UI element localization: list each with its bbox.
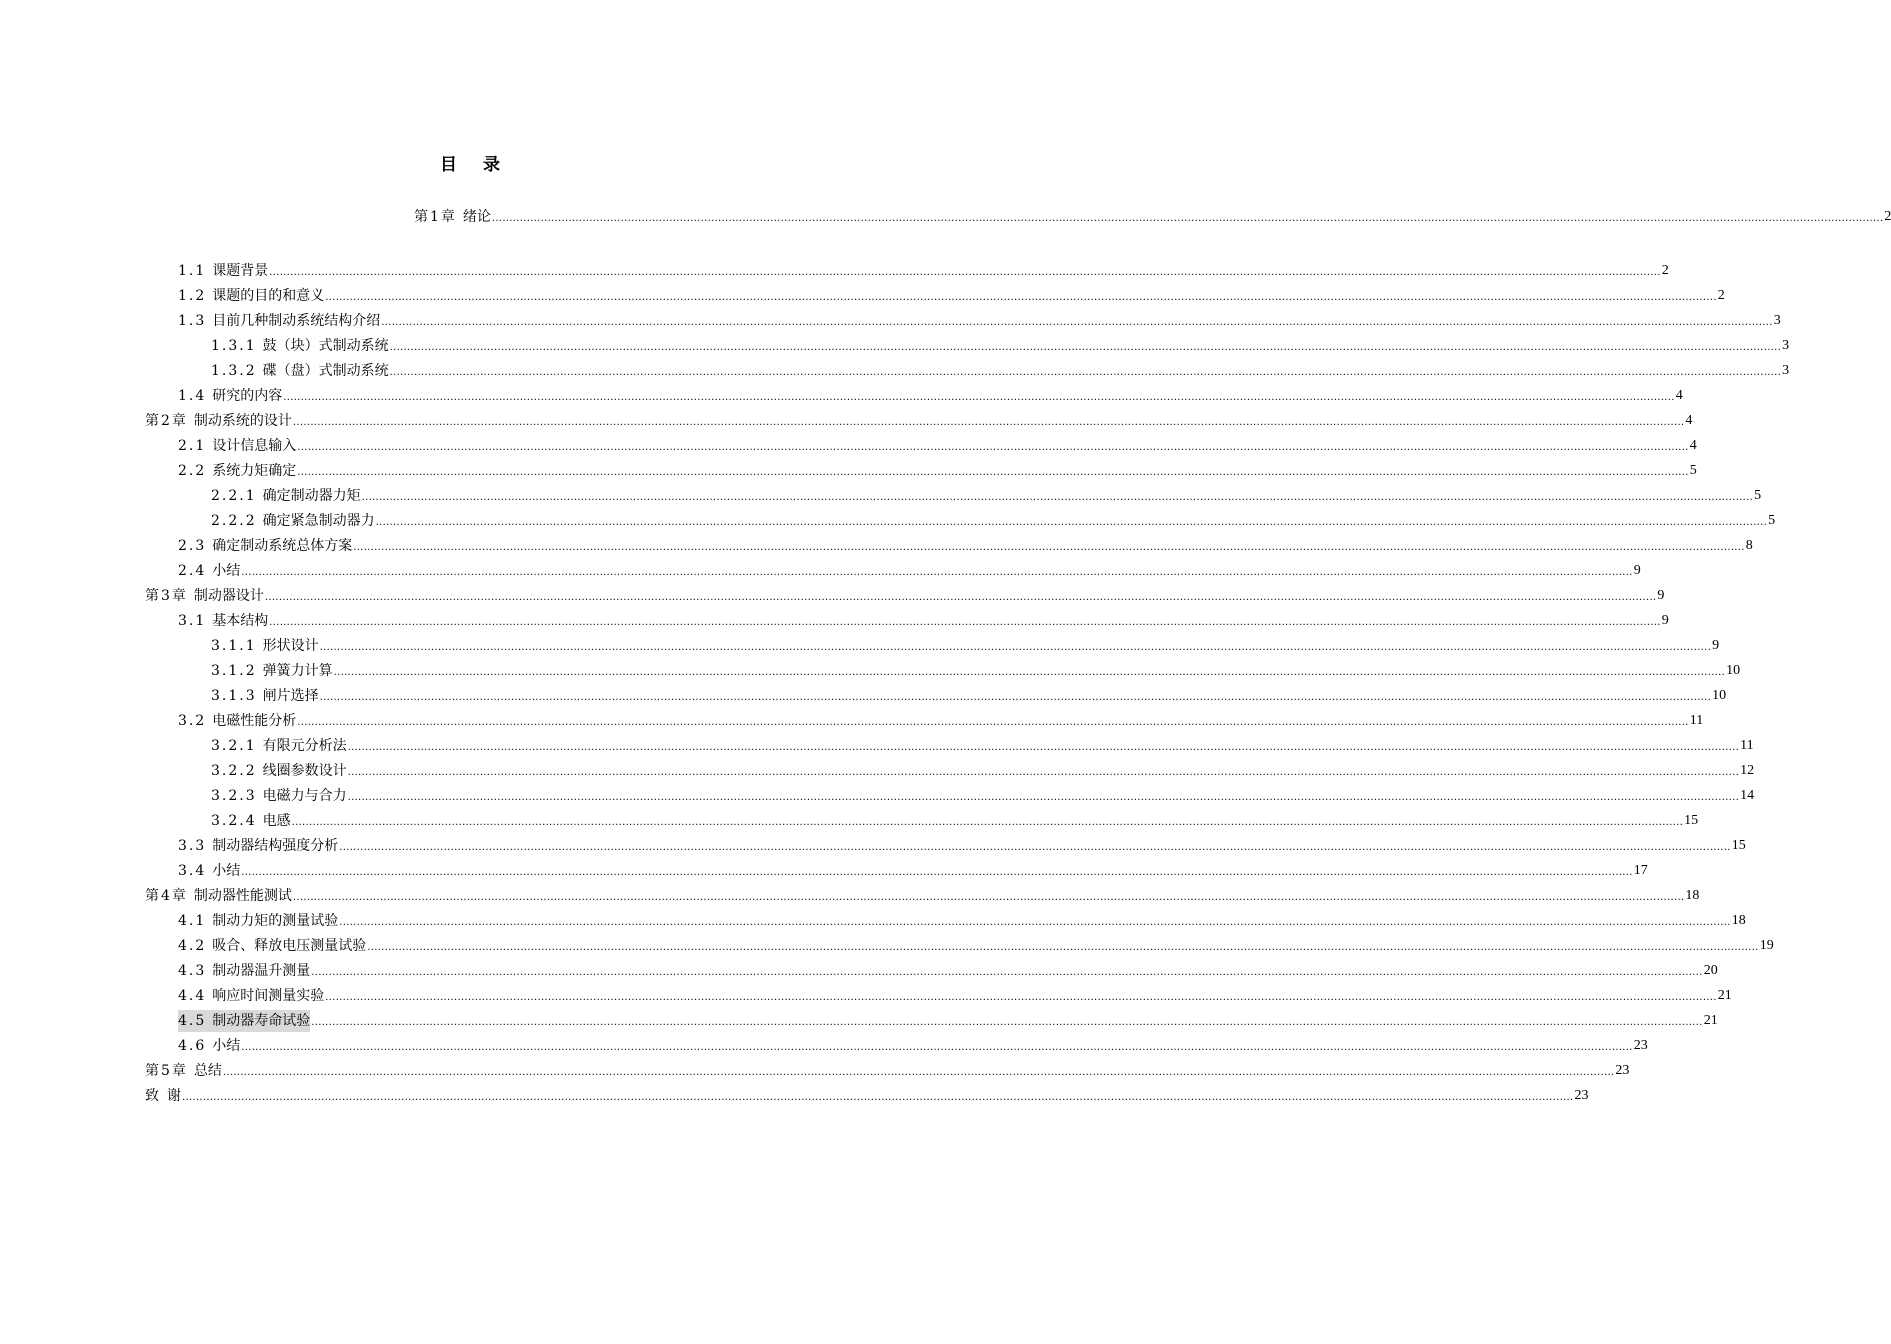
toc-entry-label: [211, 510, 375, 532]
toc-entry-label: [178, 1010, 310, 1032]
toc-entry-label: [211, 635, 319, 657]
toc-entry-number: 3.1.1: [211, 638, 257, 654]
toc-leader-dots: ................................................................................................................................................................................................................................................................................................................................................................................................................: [297, 467, 1689, 478]
toc-entry[interactable]: [211, 760, 1755, 782]
toc-leader-dots: ................................................................................................................................................................................................................................................................................................................................................................................................................: [222, 1067, 1615, 1078]
toc-entry-text: 确定紧急制动器力: [262, 513, 375, 529]
toc-entry[interactable]: [178, 935, 1774, 957]
toc-entry-text: 闸片选择: [262, 688, 319, 704]
toc-entry-number: 2.2.2: [211, 513, 257, 529]
toc-entry-text: 响应时间测量实验: [212, 988, 325, 1004]
toc-entry-text: 制动器温升测量: [212, 963, 311, 979]
toc-leader-dots: ................................................................................................................................................................................................................................................................................................................................................................................................................: [491, 213, 1884, 224]
toc-entry-label: [211, 810, 291, 832]
toc-entry-number: 3.1.2: [211, 663, 257, 679]
toc-entry[interactable]: [178, 610, 1669, 632]
toc-entry-label: [178, 835, 338, 857]
toc-leader-dots: ................................................................................................................................................................................................................................................................................................................................................................................................................: [291, 817, 1684, 828]
toc-entry-page: 21: [1703, 1013, 1718, 1028]
toc-leader-dots: ................................................................................................................................................................................................................................................................................................................................................................................................................: [269, 267, 1661, 278]
toc-entry-text: 绪论: [462, 209, 491, 225]
toc-entry[interactable]: [145, 885, 1700, 907]
toc-entry[interactable]: [178, 460, 1697, 482]
toc-entry-text: 制动器性能测试: [193, 888, 292, 904]
toc-entry[interactable]: [178, 835, 1746, 857]
toc-entry-label: [178, 860, 240, 882]
toc-entry-text: 确定制动系统总体方案: [212, 538, 353, 554]
toc-leader-dots: ................................................................................................................................................................................................................................................................................................................................................................................................................: [292, 892, 1685, 903]
toc-entry-text: 弹簧力计算: [262, 663, 333, 679]
toc-entry-text: 电感: [262, 813, 291, 829]
toc-entry-number: 3.4: [178, 863, 207, 879]
toc-leader-dots: ................................................................................................................................................................................................................................................................................................................................................................................................................: [182, 1092, 1574, 1103]
toc-entry-page: 4: [1689, 438, 1697, 453]
toc-entry-label: [178, 310, 380, 332]
toc-entry[interactable]: [211, 785, 1755, 807]
toc-entry-page: 9: [1657, 588, 1665, 603]
toc-leader-dots: ................................................................................................................................................................................................................................................................................................................................................................................................................: [347, 792, 1740, 803]
toc-entry-text: 鼓（块）式制动系统: [262, 338, 389, 354]
toc-entry-page: 12: [1740, 763, 1755, 778]
toc-entry-number: 4.1: [178, 913, 207, 929]
toc-entry-number: 2.2: [178, 463, 207, 479]
toc-entry-text: 研究的内容: [212, 388, 283, 404]
toc-entry[interactable]: [211, 335, 1790, 357]
toc-entry-page: 10: [1726, 663, 1741, 678]
toc-entry-text: 小结: [212, 863, 241, 879]
toc-entry-number: 4.6: [178, 1038, 207, 1054]
toc-entry-number: 2.2.1: [211, 488, 257, 504]
toc-entry-label: [178, 710, 296, 732]
toc-entry-page: 4: [1685, 413, 1693, 428]
toc-entry-page: 9: [1633, 563, 1641, 578]
toc-entry-number: 3.2.4: [211, 813, 257, 829]
toc-entry-page: 15: [1731, 838, 1746, 853]
toc-entry-number: 4.2: [178, 938, 207, 954]
toc-entry-page: 5: [1754, 488, 1762, 503]
toc-entry-text: 制动系统的设计: [193, 413, 292, 429]
toc-leader-dots: ................................................................................................................................................................................................................................................................................................................................................................................................................: [264, 592, 1657, 603]
toc-entry-page: 14: [1740, 788, 1755, 803]
toc-entry-label: [145, 1085, 181, 1107]
toc-entry[interactable]: [211, 685, 1727, 707]
toc-entry-page: 15: [1684, 813, 1699, 828]
toc-entry-number: 第4章: [145, 888, 188, 904]
toc-leader-dots: ................................................................................................................................................................................................................................................................................................................................................................................................................: [283, 392, 1675, 403]
toc-leader-dots: ................................................................................................................................................................................................................................................................................................................................................................................................................: [339, 917, 1731, 928]
toc-entry[interactable]: [178, 435, 1697, 457]
toc-entry[interactable]: [178, 1010, 1718, 1032]
toc-entry-number: 3.1.3: [211, 688, 257, 704]
toc-entry-label: [178, 910, 338, 932]
toc-entry[interactable]: [211, 735, 1754, 757]
toc-entry-text: 目前几种制动系统结构介绍: [212, 313, 381, 329]
toc-entry-page: 3: [1782, 338, 1790, 353]
toc-entry-label: [178, 535, 352, 557]
toc-entry[interactable]: [178, 1035, 1648, 1057]
toc-entry[interactable]: [145, 1060, 1630, 1082]
toc-entry-number: 第3章: [145, 588, 188, 604]
toc-entry-text: 课题的目的和意义: [212, 288, 325, 304]
toc-leader-dots: ................................................................................................................................................................................................................................................................................................................................................................................................................: [297, 442, 1689, 453]
toc-entry-page: 21: [1717, 988, 1732, 1003]
toc-entry-number: 1.4: [178, 388, 207, 404]
toc-entry-label: [178, 985, 324, 1007]
toc-entry-page: 11: [1740, 738, 1754, 753]
toc-entry-page: 9: [1661, 613, 1669, 628]
toc-entry-number: 4.5: [178, 1013, 207, 1029]
toc-leader-dots: ................................................................................................................................................................................................................................................................................................................................................................................................................: [389, 342, 1782, 353]
toc-entry-number: 3.1: [178, 613, 207, 629]
toc-entry[interactable]: [211, 660, 1741, 682]
toc-entry-label: [178, 560, 240, 582]
toc-entry-text: 碟（盘）式制动系统: [262, 363, 389, 379]
toc-entry-text: 线圈参数设计: [262, 763, 347, 779]
toc-leader-dots: ................................................................................................................................................................................................................................................................................................................................................................................................................: [297, 717, 1689, 728]
toc-entry[interactable]: [145, 410, 1693, 432]
toc-entry-text: 形状设计: [262, 638, 319, 654]
toc-entry-text: 制动力矩的测量试验: [212, 913, 339, 929]
toc-leader-dots: ................................................................................................................................................................................................................................................................................................................................................................................................................: [347, 767, 1740, 778]
toc-entry-label: [178, 1035, 240, 1057]
toc-entry-number: 3.2: [178, 713, 207, 729]
toc-entry-text: 小结: [212, 1038, 241, 1054]
toc-leader-dots: ................................................................................................................................................................................................................................................................................................................................................................................................................: [353, 542, 1745, 553]
toc-entry-text: 吸合、释放电压测量试验: [212, 938, 367, 954]
toc-entry-label: [178, 435, 296, 457]
toc-entry-number: 3.2.3: [211, 788, 257, 804]
toc-entry-page: 19: [1759, 938, 1774, 953]
toc-entry-number: 第1章: [414, 209, 457, 225]
toc-entry-text: 系统力矩确定: [212, 463, 297, 479]
toc-entry-page: 8: [1745, 538, 1753, 553]
toc-entry-text: 电磁性能分析: [212, 713, 297, 729]
toc-leader-dots: ................................................................................................................................................................................................................................................................................................................................................................................................................: [333, 667, 1726, 678]
toc-leader-dots: ................................................................................................................................................................................................................................................................................................................................................................................................................: [361, 492, 1754, 503]
toc-entry-number: 3.2.1: [211, 738, 257, 754]
toc-entry[interactable]: [211, 485, 1762, 507]
toc-entry-label: [211, 360, 389, 382]
toc-entry-label: [145, 585, 264, 607]
toc-leader-dots: ................................................................................................................................................................................................................................................................................................................................................................................................................: [325, 992, 1717, 1003]
toc-entry[interactable]: [145, 1085, 1589, 1107]
toc-leader-dots: ................................................................................................................................................................................................................................................................................................................................................................................................................: [375, 517, 1768, 528]
toc-entry-page: 23: [1615, 1063, 1630, 1078]
toc-entry-number: 1.3.2: [211, 363, 257, 379]
toc-entry-number: 致: [145, 1088, 161, 1104]
toc-entry[interactable]: [211, 635, 1720, 657]
toc-entry[interactable]: [178, 535, 1753, 557]
toc-entry-label: [211, 685, 319, 707]
toc-entry-text: 谢: [167, 1088, 181, 1104]
toc-title: 目 录: [440, 155, 510, 175]
toc-entry-label: [178, 260, 268, 282]
toc-entry-number: 第2章: [145, 413, 188, 429]
toc-entry-number: 4.4: [178, 988, 207, 1004]
toc-entry-page: 17: [1633, 863, 1648, 878]
toc-leader-dots: ................................................................................................................................................................................................................................................................................................................................................................................................................: [367, 942, 1759, 953]
toc-entry[interactable]: [178, 960, 1718, 982]
toc-leader-dots: ................................................................................................................................................................................................................................................................................................................................................................................................................: [292, 417, 1685, 428]
toc-entry-label: [211, 785, 347, 807]
toc-entry-number: 1.3.1: [211, 338, 257, 354]
toc-entry-number: 2.3: [178, 538, 207, 554]
toc-entry-label: [145, 885, 292, 907]
toc-entry-label: [211, 660, 333, 682]
toc-entry-page: 2: [1884, 209, 1891, 224]
toc-entry[interactable]: [178, 560, 1641, 582]
toc-entry-number: 第5章: [145, 1063, 188, 1079]
toc-entry[interactable]: [178, 310, 1781, 332]
toc-entry-page: 3: [1773, 313, 1781, 328]
toc-entry[interactable]: [178, 260, 1669, 282]
toc-entry[interactable]: [178, 860, 1648, 882]
toc-entry-number: 2.4: [178, 563, 207, 579]
toc-leader-dots: ................................................................................................................................................................................................................................................................................................................................................................................................................: [319, 692, 1712, 703]
toc-entry-text: 有限元分析法: [262, 738, 347, 754]
toc-entry[interactable]: [211, 360, 1790, 382]
toc-entry-text: 基本结构: [212, 613, 269, 629]
toc-entry-page: 11: [1689, 713, 1704, 728]
toc-entry-page: 9: [1712, 638, 1720, 653]
toc-entry-page: 5: [1768, 513, 1776, 528]
toc-entry-page: 3: [1782, 363, 1790, 378]
toc-entry[interactable]: [178, 910, 1746, 932]
toc-entry-number: 3.2.2: [211, 763, 257, 779]
toc-entry-label: [145, 1060, 222, 1082]
toc-entry-number: 4.3: [178, 963, 207, 979]
toc-leader-dots: ................................................................................................................................................................................................................................................................................................................................................................................................................: [389, 367, 1782, 378]
toc-entry-page: 5: [1689, 463, 1697, 478]
toc-entry-text: 电磁力与合力: [262, 788, 347, 804]
toc-entry-page: 18: [1685, 888, 1700, 903]
toc-entry-page: 23: [1633, 1038, 1648, 1053]
toc-entry-number: 1.2: [178, 288, 207, 304]
toc-entry-label: [211, 335, 389, 357]
toc-entry-label: [178, 960, 310, 982]
toc-leader-dots: ................................................................................................................................................................................................................................................................................................................................................................................................................: [311, 1017, 1703, 1028]
toc-entry-label: [178, 285, 324, 307]
toc-leader-dots: ................................................................................................................................................................................................................................................................................................................................................................................................................: [241, 1042, 1633, 1053]
toc-entry-label: [178, 935, 366, 957]
toc-entry-number: 2.1: [178, 438, 207, 454]
toc-leader-dots: ................................................................................................................................................................................................................................................................................................................................................................................................................: [241, 867, 1633, 878]
toc-entry-page: 18: [1731, 913, 1746, 928]
toc-entry-text: 制动器寿命试验: [212, 1013, 311, 1029]
toc-entry-text: 制动器设计: [193, 588, 264, 604]
toc-entry[interactable]: [211, 510, 1776, 532]
toc-entry-text: 总结: [193, 1063, 222, 1079]
toc-entry-page: 20: [1703, 963, 1718, 978]
toc-entry[interactable]: [178, 985, 1732, 1007]
toc-entry-label: [178, 610, 268, 632]
toc-entry-number: 1.3: [178, 313, 207, 329]
toc-entry[interactable]: [178, 385, 1683, 407]
toc-entry[interactable]: [178, 710, 1704, 732]
toc-entry-number: 1.1: [178, 263, 207, 279]
toc-entry-page: 23: [1574, 1088, 1589, 1103]
toc-leader-dots: ................................................................................................................................................................................................................................................................................................................................................................................................................: [311, 967, 1703, 978]
toc-entry-page: 4: [1675, 388, 1683, 403]
toc-entry-label: [145, 410, 292, 432]
toc-entry[interactable]: [211, 810, 1699, 832]
toc-entry-page: 10: [1712, 688, 1727, 703]
toc-entry-text: 课题背景: [212, 263, 269, 279]
toc-entry-label: [211, 760, 347, 782]
toc-entry-text: 确定制动器力矩: [262, 488, 361, 504]
toc-entry-label: [178, 460, 296, 482]
toc-entry-label: [211, 735, 347, 757]
toc-entry-page: 2: [1661, 263, 1669, 278]
toc-entry-number: 3.3: [178, 838, 207, 854]
toc-leader-dots: ................................................................................................................................................................................................................................................................................................................................................................................................................: [339, 842, 1731, 853]
toc-leader-dots: ................................................................................................................................................................................................................................................................................................................................................................................................................: [325, 292, 1717, 303]
toc-entry-label: [211, 485, 361, 507]
toc-leader-dots: ................................................................................................................................................................................................................................................................................................................................................................................................................: [269, 617, 1661, 628]
toc-entry-label: [178, 385, 282, 407]
toc-entry[interactable]: [178, 285, 1725, 307]
toc-entry-label: [414, 206, 491, 228]
toc-entry-text: 制动器结构强度分析: [212, 838, 339, 854]
toc-entry[interactable]: [145, 585, 1665, 607]
toc-leader-dots: ................................................................................................................................................................................................................................................................................................................................................................................................................: [347, 742, 1740, 753]
toc-entry-text: 设计信息输入: [212, 438, 297, 454]
toc-entry-text: 小结: [212, 563, 241, 579]
toc-leader-dots: ................................................................................................................................................................................................................................................................................................................................................................................................................: [319, 642, 1712, 653]
toc-leader-dots: ................................................................................................................................................................................................................................................................................................................................................................................................................: [241, 567, 1633, 578]
toc-entry[interactable]: [414, 206, 1891, 228]
toc-leader-dots: ................................................................................................................................................................................................................................................................................................................................................................................................................: [381, 317, 1773, 328]
toc-entry-page: 2: [1717, 288, 1725, 303]
